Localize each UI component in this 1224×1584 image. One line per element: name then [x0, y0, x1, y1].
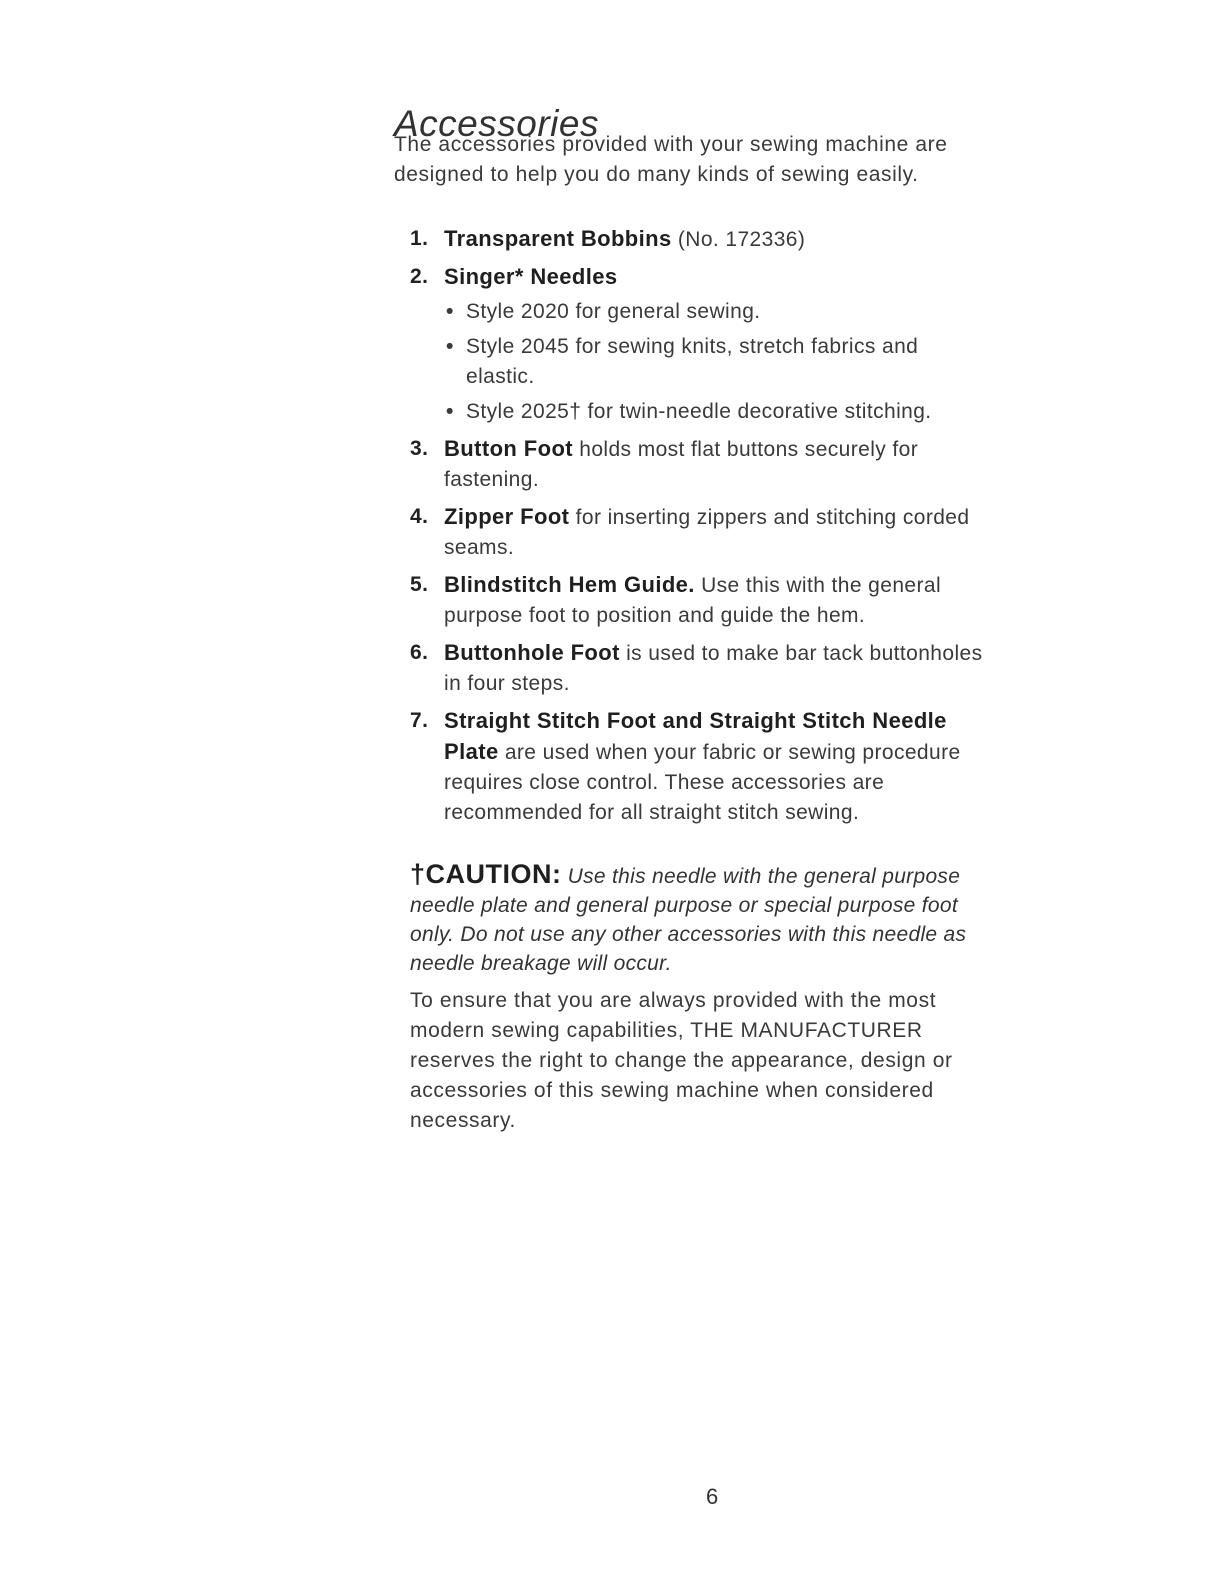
item-number: 7.: [410, 709, 429, 732]
caution-heading: †CAUTION:: [410, 859, 562, 889]
item-term: Transparent Bobbins: [444, 226, 672, 251]
item-term: Singer* Needles: [444, 264, 618, 289]
bullet-icon: •: [446, 400, 454, 423]
item-number: 6.: [410, 641, 429, 664]
item-text: (No. 172336): [671, 228, 806, 251]
item-text: Use this with the general purpose foot to position and guide the hem.: [444, 574, 942, 627]
list-item: [410, 224, 990, 255]
page-number: 6: [706, 1484, 719, 1509]
list-item: [410, 434, 990, 495]
intro-paragraph: The accessories provided with your sewing machine are designed to help you do many kinds of sewing easily.: [394, 133, 948, 186]
list-item: [410, 502, 990, 563]
item-number: 1.: [410, 227, 429, 250]
manufacturer-notice: To ensure that you are always provided with the most modern sewing capabilities, THE MANUFACTURER reserves the right to change the appearance, design or accessories of this sewing machine when considered necessary.: [410, 989, 953, 1132]
item-text: are used when your fabric or sewing procedure requires close control. These accessories are recommended for all straight stitch sewing.: [444, 741, 961, 824]
caution-note: [410, 860, 988, 978]
accessories-list: [410, 224, 990, 835]
bullet-text: Style 2045 for sewing knits, stretch fabrics and elastic.: [466, 335, 919, 388]
bullet-item: [444, 332, 990, 392]
list-item: [410, 570, 990, 631]
item-text: for inserting zippers and stitching corded seams.: [444, 506, 970, 559]
item-term: Button Foot: [444, 436, 574, 461]
needle-styles-list: [444, 297, 990, 427]
bullet-text: Style 2020 for general sewing.: [466, 300, 761, 323]
bullet-icon: •: [446, 300, 454, 323]
item-term: Zipper Foot: [444, 504, 570, 529]
item-text: holds most flat buttons securely for fastening.: [444, 438, 919, 491]
item-text: is used to make bar tack buttonholes in four steps.: [444, 642, 983, 695]
bullet-icon: •: [446, 335, 454, 358]
list-item: [410, 262, 990, 427]
item-term: Straight Stitch Foot and Straight Stitch Needle Plate: [444, 708, 947, 764]
bullet-text: Style 2025† for twin-needle decorative stitching.: [466, 400, 932, 423]
item-term: Buttonhole Foot: [444, 640, 620, 665]
item-number: 2.: [410, 265, 429, 288]
item-term: Blindstitch Hem Guide.: [444, 572, 695, 597]
item-number: 5.: [410, 573, 429, 596]
item-number: 3.: [410, 437, 429, 460]
bullet-item: [444, 397, 990, 427]
item-number: 4.: [410, 505, 429, 528]
list-item: [410, 706, 990, 828]
list-item: [410, 638, 990, 699]
bullet-item: [444, 297, 990, 327]
caution-body: Use this needle with the general purpose needle plate and general purpose or special purpose foot only. Do not use any other accessories with this needle as needle breakage will occur.: [410, 865, 967, 975]
page-title: Accessories: [394, 102, 599, 144]
